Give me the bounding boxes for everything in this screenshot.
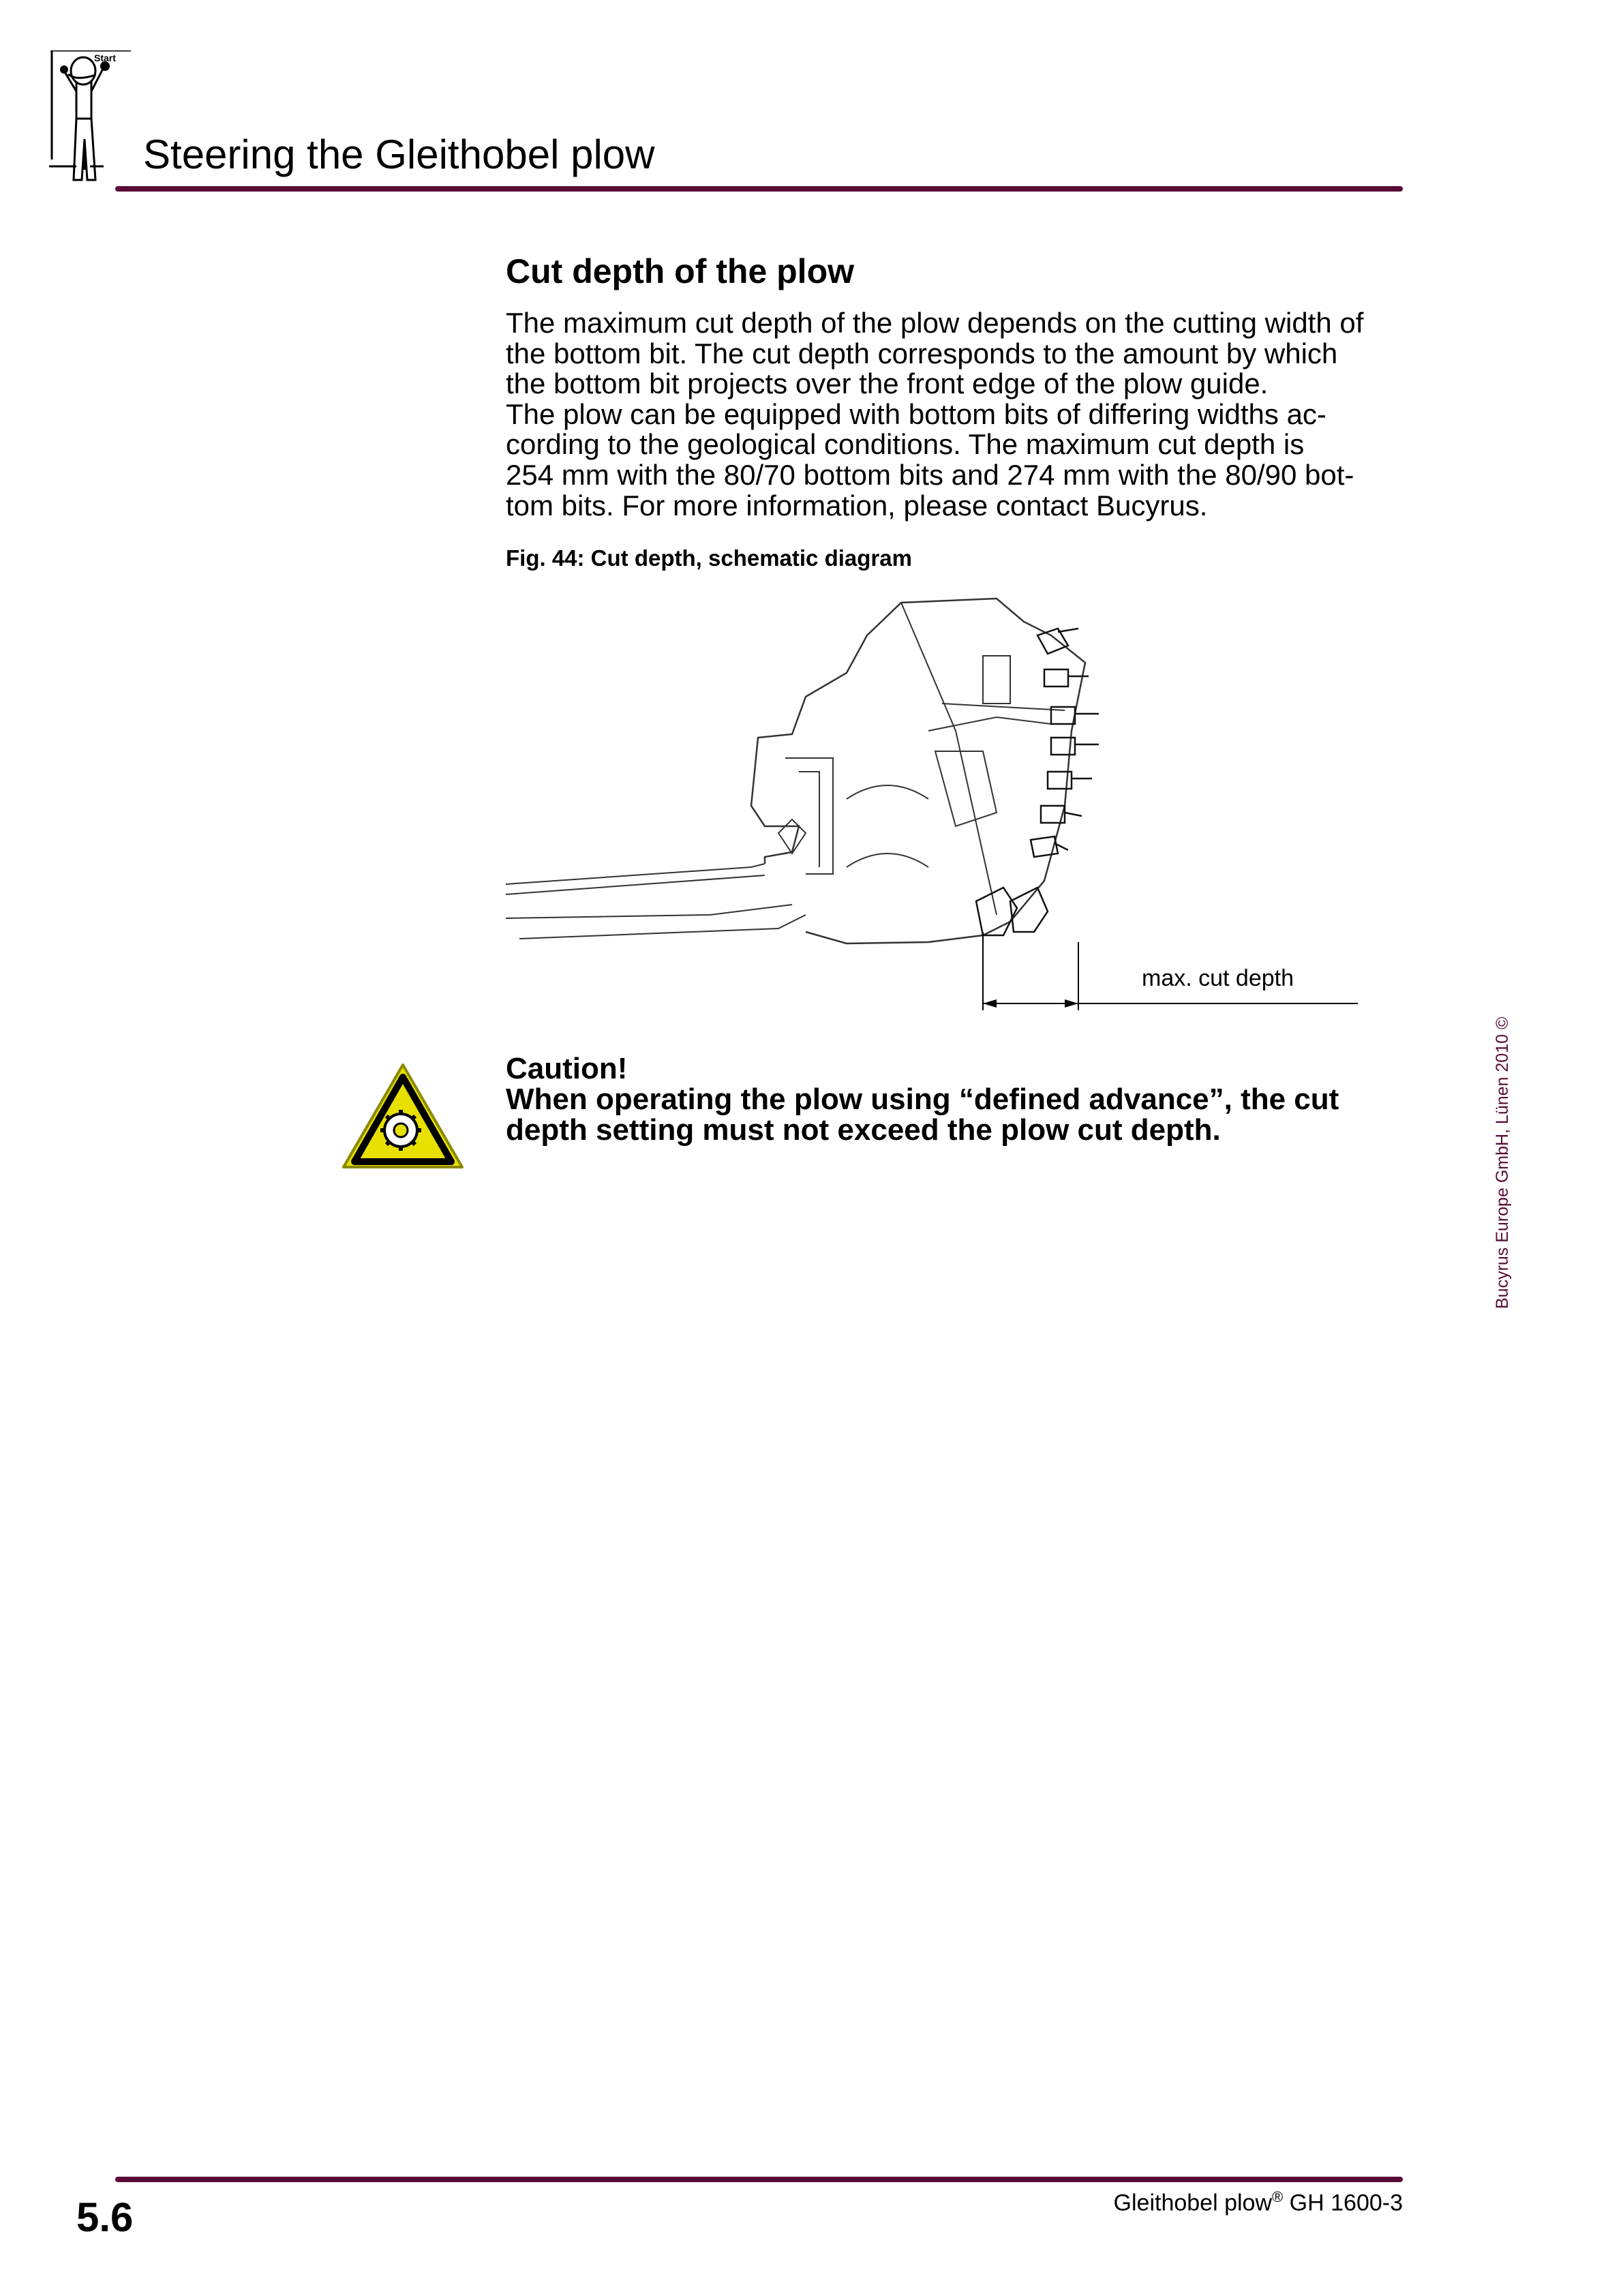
paragraph-line: cording to the geological conditions. The maximum cut depth is bbox=[506, 428, 1305, 461]
caution-line: When operating the plow using “defined advance”, the cut bbox=[506, 1083, 1339, 1116]
dimension-label: max. cut depth bbox=[1142, 965, 1294, 991]
footer-rule bbox=[115, 2177, 1403, 2182]
paragraph-line: the bottom bit. The cut depth corresponds to the amount by which bbox=[506, 337, 1338, 369]
copyright-note: Bucyrus Europe GmbH, Lünen 2010 © bbox=[1493, 1016, 1512, 1309]
paragraph-line: The maximum cut depth of the plow depends on the cutting width of bbox=[506, 307, 1364, 339]
section-heading: Cut depth of the plow bbox=[506, 252, 855, 290]
caution-title: Caution! bbox=[506, 1052, 628, 1085]
page-title: Steering the Gleithobel plow bbox=[143, 132, 655, 177]
figure-caption: Fig. 44: Cut depth, schematic diagram bbox=[506, 545, 912, 571]
product-model: GH 1600-3 bbox=[1283, 2190, 1403, 2216]
paragraph-line: 254 mm with the 80/70 bottom bits and 274 mm with the 80/90 bot- bbox=[506, 458, 1354, 491]
warning-gear-icon bbox=[341, 1062, 465, 1171]
plow-cut-depth-diagram bbox=[506, 594, 1365, 1024]
caution-notice bbox=[506, 1053, 1339, 1145]
paragraph-line: tom bits. For more information, please contact Bucyrus. bbox=[506, 489, 1208, 522]
paragraph-line: the bottom bit projects over the front edge of the plow guide. bbox=[506, 367, 1269, 400]
caution-line: depth setting must not exceed the plow cut depth. bbox=[506, 1113, 1221, 1147]
body-paragraph bbox=[506, 308, 1412, 521]
page-number: 5.6 bbox=[76, 2194, 134, 2240]
trademark: ® bbox=[1272, 2188, 1284, 2205]
footer-product bbox=[1114, 2188, 1403, 2216]
product-name: Gleithobel plow bbox=[1113, 2190, 1273, 2216]
paragraph-line: The plow can be equipped with bottom bits of differing widths ac- bbox=[506, 397, 1326, 430]
header-rule bbox=[115, 186, 1403, 192]
start-operator-logo bbox=[49, 50, 138, 187]
svg-text:Start: Start bbox=[94, 52, 116, 63]
